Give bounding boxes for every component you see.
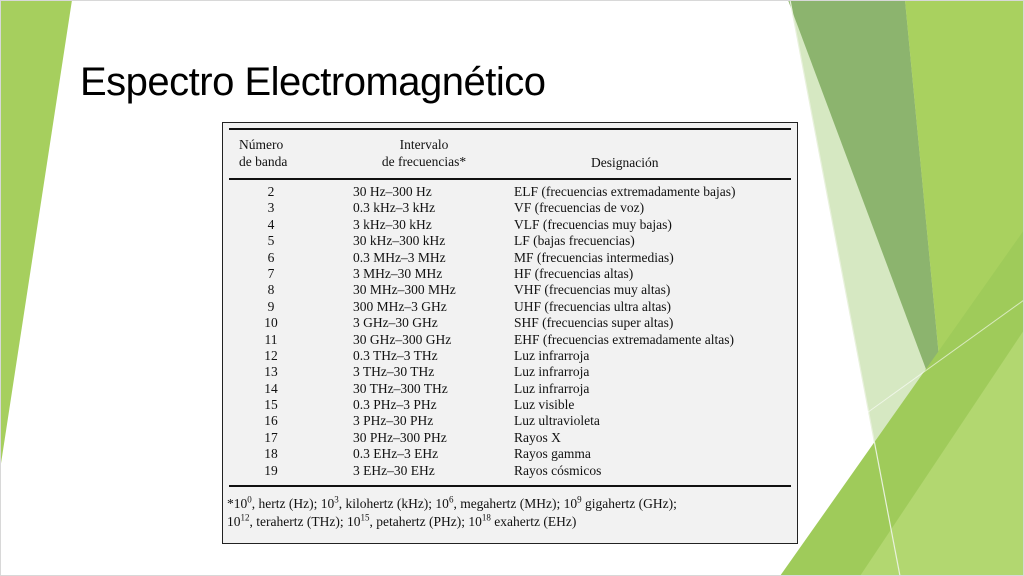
- footnote-text: exahertz (EHz): [490, 514, 577, 529]
- footnote-line2: [227, 513, 793, 531]
- table-row: [223, 315, 797, 331]
- cell-band: 19: [264, 462, 278, 478]
- table-row: [223, 266, 797, 282]
- cell-designation: SHF (frecuencias super altas): [514, 315, 674, 331]
- slide-title: Espectro Electromagnético: [80, 60, 546, 104]
- cell-designation: MF (frecuencias intermedias): [514, 249, 674, 265]
- cell-band: 15: [264, 397, 278, 413]
- footnote-exponent: 3: [334, 494, 339, 505]
- cell-band: 10: [264, 315, 278, 331]
- footnote-exponent: 0: [247, 494, 252, 505]
- cell-range: 0.3 MHz–3 MHz: [353, 249, 446, 265]
- footnote-text: , hertz (Hz); 10: [251, 496, 335, 511]
- footnote-line1: [227, 495, 793, 513]
- table-row: [223, 233, 797, 249]
- cell-range: 0.3 PHz–3 PHz: [353, 397, 437, 413]
- cell-range: 30 MHz–300 MHz: [353, 282, 456, 298]
- cell-range: 30 THz–300 THz: [353, 380, 448, 396]
- table-row: [223, 282, 797, 298]
- cell-band: 12: [264, 347, 278, 363]
- cell-band: 7: [267, 265, 275, 281]
- cell-band: 9: [267, 298, 275, 314]
- header-range-line2: de frecuencias*: [381, 154, 467, 169]
- footnote-exponent: 12: [240, 512, 250, 523]
- cell-band: 14: [264, 380, 278, 396]
- cell-band: 4: [267, 216, 275, 232]
- table-row: [223, 200, 797, 216]
- footnote-exponent: 6: [448, 494, 454, 505]
- table-top-rule: [229, 128, 791, 130]
- header-designation: Designación: [591, 155, 659, 170]
- table-header-rule: [229, 178, 791, 180]
- cell-range: 30 Hz–300 Hz: [353, 184, 432, 199]
- cell-band: 18: [264, 446, 278, 462]
- cell-designation: ELF (frecuencias extremadamente bajas): [514, 184, 736, 199]
- footnote-text: 10: [227, 514, 241, 529]
- table-body: [223, 184, 797, 479]
- cell-band: 8: [267, 282, 275, 298]
- cell-range: 3 GHz–30 GHz: [353, 315, 438, 331]
- table-row: [223, 446, 797, 462]
- header-band-line1: Número: [239, 137, 284, 152]
- cell-range: 3 MHz–30 MHz: [353, 265, 443, 281]
- cell-designation: HF (frecuencias altas): [514, 265, 634, 281]
- footnote-text: , petahertz (PHz); 10: [369, 514, 482, 529]
- header-band-line2: de banda: [239, 154, 288, 169]
- cell-band: 5: [267, 233, 275, 249]
- cell-range: 0.3 EHz–3 EHz: [353, 446, 439, 462]
- table-row: [223, 250, 797, 266]
- cell-range: 0.3 THz–3 THz: [353, 347, 438, 363]
- table-row: [223, 364, 797, 380]
- table-row: [223, 184, 797, 200]
- footnote-text: gigahertz (GHz);: [581, 496, 677, 511]
- cell-designation: Luz infrarroja: [514, 364, 590, 380]
- cell-designation: UHF (frecuencias ultra altas): [514, 298, 672, 314]
- cell-band: 11: [264, 331, 278, 347]
- cell-range: 0.3 kHz–3 kHz: [353, 200, 436, 216]
- table-bottom-rule: [229, 485, 791, 487]
- cell-range: 30 PHz–300 PHz: [353, 429, 447, 445]
- cell-designation: Rayos gamma: [514, 446, 591, 462]
- table-row: [223, 413, 797, 429]
- cell-designation: Rayos X: [514, 429, 561, 445]
- cell-designation: Luz infrarroja: [514, 380, 590, 396]
- cell-range: 300 MHz–3 GHz: [353, 298, 447, 314]
- header-band-number: [239, 136, 287, 170]
- table-row: [223, 463, 797, 479]
- cell-designation: EHF (frecuencias extremadamente altas): [514, 331, 735, 347]
- header-frequency-range: [359, 136, 489, 170]
- cell-designation: LF (bajas frecuencias): [514, 233, 635, 249]
- table-row: [223, 299, 797, 315]
- cell-range: 3 PHz–30 PHz: [353, 413, 434, 429]
- cell-designation: VF (frecuencias de voz): [514, 200, 645, 216]
- cell-designation: Luz ultravioleta: [514, 413, 600, 429]
- cell-band: 3: [267, 200, 275, 216]
- table-row: [223, 381, 797, 397]
- cell-designation: VLF (frecuencias muy bajas): [514, 216, 672, 232]
- footnote-text: , terahertz (THz); 10: [249, 514, 361, 529]
- footnote-exponent: 18: [481, 512, 491, 523]
- table-row: [223, 397, 797, 413]
- cell-band: 6: [267, 249, 275, 265]
- footnote-exponent: 15: [360, 512, 370, 523]
- cell-range: 30 kHz–300 kHz: [353, 233, 446, 249]
- cell-range: 3 kHz–30 kHz: [353, 216, 432, 232]
- table-footnote: [227, 495, 793, 531]
- table-row: [223, 430, 797, 446]
- table-row: [223, 217, 797, 233]
- footnote-exponent: 9: [577, 494, 582, 505]
- cell-range: 3 EHz–30 EHz: [353, 462, 435, 478]
- cell-designation: VHF (frecuencias muy altas): [514, 282, 671, 298]
- cell-band: 16: [264, 413, 278, 429]
- footnote-text: , megahertz (MHz); 10: [453, 496, 578, 511]
- cell-band: 17: [264, 429, 278, 445]
- header-range-line1: Intervalo: [399, 137, 449, 152]
- cell-designation: Luz infrarroja: [514, 347, 590, 363]
- cell-band: 2: [267, 184, 275, 199]
- table-row: [223, 332, 797, 348]
- footnote-text: *10: [227, 496, 248, 511]
- frequency-band-table: [222, 122, 798, 544]
- cell-range: 3 THz–30 THz: [353, 364, 435, 380]
- cell-range: 30 GHz–300 GHz: [353, 331, 452, 347]
- cell-band: 13: [264, 364, 278, 380]
- footnote-text: , kilohertz (kHz); 10: [338, 496, 449, 511]
- table-row: [223, 348, 797, 364]
- cell-designation: Rayos cósmicos: [514, 462, 602, 478]
- cell-designation: Luz visible: [514, 397, 575, 413]
